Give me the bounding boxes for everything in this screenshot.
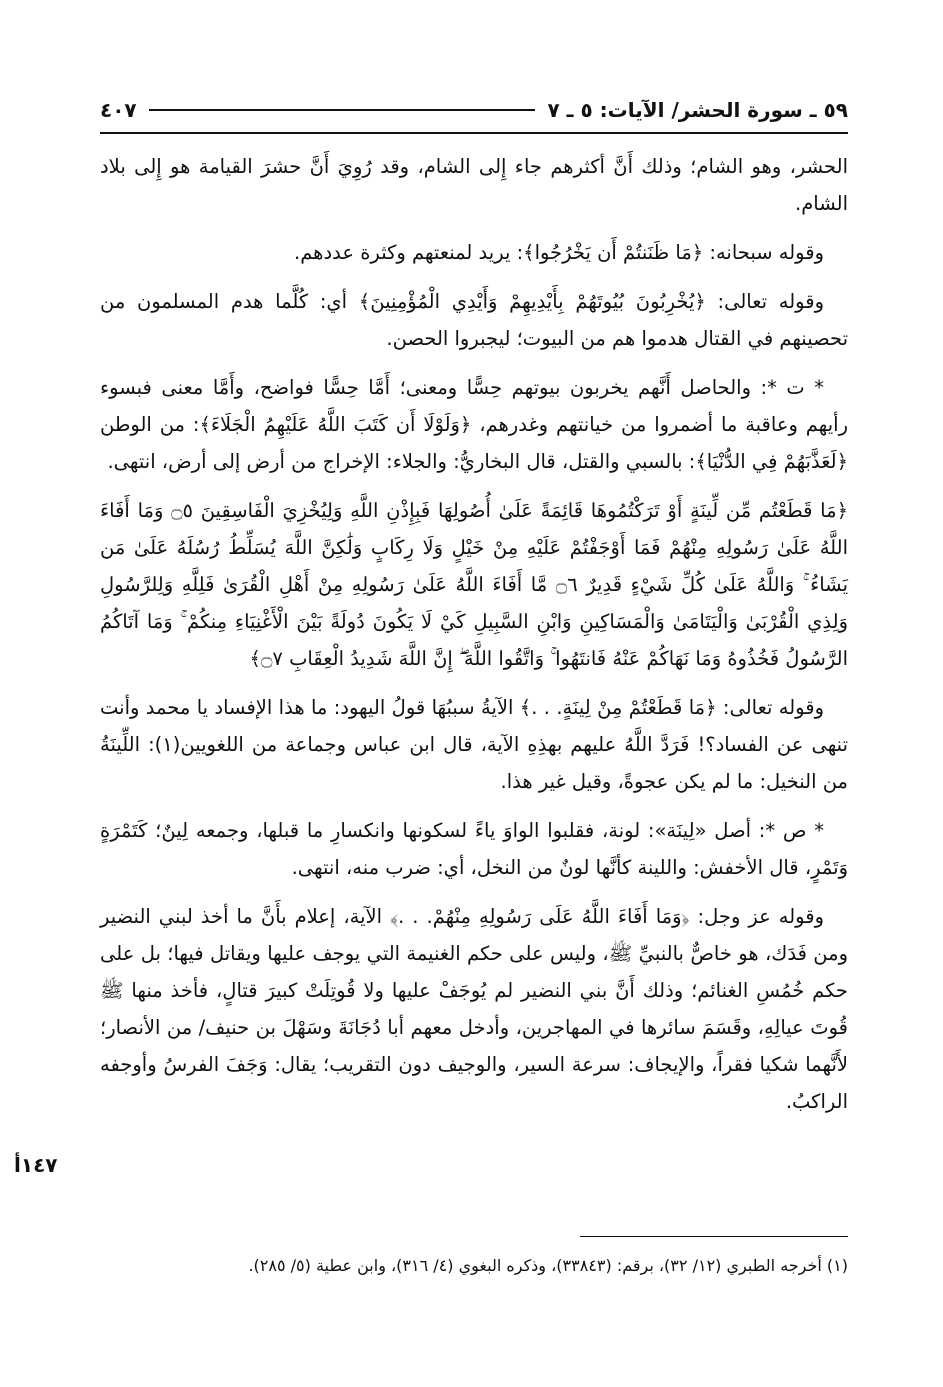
- running-header: [100, 88, 848, 134]
- paragraph-6: * ص *: أصل «لِينَة»: لونة، فقلبوا الواوَ ياءً لسكونها وانكسارِ ما قبلها، وجمعه لِينٌ؛ كَتَمْرَةٍ وَتَمْرٍ، قال الأخفش: واللينة كأنَّها لونٌ من النخل، أي: ضرب منه، انتهى.: [100, 819, 848, 879]
- quran-verses-block: ﴿مَا قَطَعْتُم مِّن لِّينَةٍ أَوْ تَرَكْتُمُوهَا قَائِمَةً عَلَىٰ أُصُولِهَا فَبِإِذْنِ اللَّهِ وَلِيُخْزِيَ الْفَاسِقِينَ ۝٥ وَمَا أَفَاءَ اللَّهُ عَلَىٰ رَسُولِهِ مِنْهُمْ فَمَا أَوْجَفْتُمْ عَلَيْهِ مِنْ خَيْلٍ وَلَا رِكَابٍ وَلَٰكِنَّ اللَّهَ يُسَلِّطُ رُسُلَهُ عَلَىٰ مَن يَشَاءُ ۚ وَاللَّهُ عَلَىٰ كُلِّ شَيْءٍ قَدِيرٌ ۝٦ مَّا أَفَاءَ اللَّهُ عَلَىٰ رَسُولِهِ مِنْ أَهْلِ الْقُرَىٰ فَلِلَّهِ وَلِلرَّسُولِ وَلِذِي الْقُرْبَىٰ وَالْيَتَامَىٰ وَالْمَسَاكِينِ وَابْنِ السَّبِيلِ كَيْ لَا يَكُونَ دُولَةً بَيْنَ الْأَغْنِيَاءِ مِنكُمْ ۚ وَمَا آتَاكُمُ الرَّسُولُ فَخُذُوهُ وَمَا نَهَاكُمْ عَنْهُ فَانتَهُوا ۚ وَاتَّقُوا اللَّهَ ۖ إِنَّ اللَّهَ شَدِيدُ الْعِقَابِ ۝٧﴾: [100, 499, 849, 670]
- footnote-divider: [580, 1236, 848, 1237]
- paragraph-4: * ت *: والحاصل أَنَّهم يخربون بيوتهم حِسًّا ومعنى؛ أَمَّا حِسًّا فواضح، وأَمَّا معنى فبسوء رأيهم وعاقبة ما أضمروا من خيانتهم وغدرهم، ﴿وَلَوْلَا أَن كَتَبَ اللَّهُ عَلَيْهِمُ الْجَلَاءَ﴾: من الوطن ﴿لَعَذَّبَهُمْ فِي الدُّنْيَا﴾: بالسبي والقتل، قال البخاريُّ: والجلاء: الإخراج من أرض إلى أرض، انتهى.: [100, 376, 848, 473]
- header-title: ٥٩ ـ سورة الحشر/ الآيات: ٥ ـ ٧: [547, 98, 848, 122]
- paragraph-1: الحشر، وهو الشام؛ وذلك أَنَّ أكثرهم جاء إِلى الشام، وقد رُوِيَ أَنَّ حشرَ القيامة هو إِلى بلاد الشام.: [100, 155, 848, 215]
- footnote: (١) أخرجه الطبري (١٢/ ٣٢)، برقم: (٣٣٨٤٣)، وذكره البغوي (٤/ ٣١٦)، وابن عطية (٥/ ٢٨٥).: [248, 1256, 848, 1275]
- header-rule: [149, 109, 536, 111]
- paragraph-2: وقوله سبحانه: ﴿مَا ظَنَنتُمْ أَن يَخْرُجُوا﴾: يريد لمنعتهم وكثرة عددهم.: [294, 241, 824, 264]
- page-number: ٤٠٧: [100, 98, 137, 122]
- page: [100, 88, 848, 1132]
- paragraph-3: وقوله تعالى: ﴿يُخْرِبُونَ بُيُوتَهُمْ بِأَيْدِيهِمْ وَأَيْدِي الْمُؤْمِنِينَ﴾ أي: كُلَّما هدم المسلمون من تحصينهم في القتال هدموا هم من البيوت؛ ليجبروا الحصن.: [100, 290, 848, 350]
- paragraph-5: وقوله تعالى: ﴿مَا قَطَعْتُمْ مِنْ لِينَةٍ. . .﴾ الآيةُ سببُهَا قولُ اليهود: ما هذا الإفساد يا محمد وأنت تنهى عن الفساد؟! فَرَدَّ اللَّهُ عليهم بهذِهِ الآية، قال ابن عباس وجماعة من اللغويين(١): اللِّينَةُ من النخيل: ما لم يكن عجوةً، وقيل غير هذا.: [100, 696, 848, 793]
- paragraph-7: وقوله عز وجل: ﴿وَمَا أَفَاءَ اللَّهُ عَلَى رَسُولِهِ مِنْهُمْ. . .﴾ الآية، إعلام بأَنَّ ما أخذ لبني النضير ومن فَدَك، هو خاصٌّ بالنبيِّ ﷺ، وليس على حكم الغنيمة التي يوجف عليها ويقاتل فيها؛ بل على حكم خُمُسِ الغنائم؛ وذلك أَنَّ بني النضير لم يُوجَفْ عليها ولا قُوتِلَتْ كبيرَ قتالٍ، فأخذ منها ﷺ قُوتَ عيالِهِ، وقَسَمَ سائرها في المهاجرين، وأدخل معهم أبا دُجَانَةَ وسَهْلَ بن حنيف/ من الأنصار؛ لأَنَّهما شكيا فقراً، والإيجاف: سرعة السير، والوجيف دون التقريب؛ يقال: وَجَفَ الفرسُ وأوجفه الراكبُ.: [100, 905, 848, 1113]
- manuscript-margin-note: ١٤٧أ: [14, 1153, 58, 1177]
